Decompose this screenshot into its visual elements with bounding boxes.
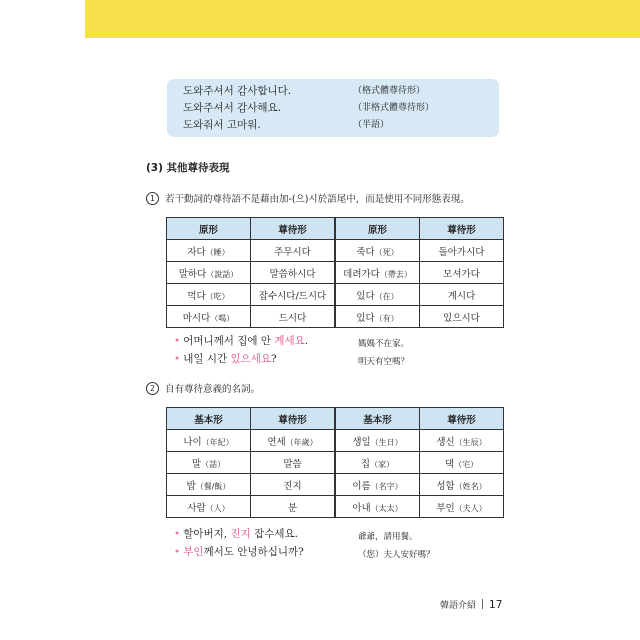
example-sentence: • 할아버지, 진지 잡수세요. — [174, 528, 298, 540]
table-row — [167, 496, 504, 518]
table-cell: 돌아가시다 — [420, 240, 504, 262]
page-number: 17 — [489, 599, 503, 611]
korean-sentence: 도와줘서 고마워. — [183, 119, 261, 131]
table-cell: 모셔가다 — [420, 262, 504, 284]
table-cell: 먹다（吃） — [167, 284, 251, 306]
table-cell: 진지 — [251, 474, 336, 496]
example-sentence: • 어머니께서 집에 안 계세요. — [174, 335, 309, 347]
table-row — [167, 284, 504, 306]
table-cell: 드시다 — [251, 306, 336, 328]
table-cell: 댁（宅） — [420, 452, 504, 474]
table-row — [167, 240, 504, 262]
example-translation: （您）夫人安好嗎？ — [358, 550, 435, 560]
column-header: 尊待形 — [251, 218, 336, 240]
table-row — [167, 430, 504, 452]
example-sentence: • 부인께서도 안녕하십니까? — [174, 546, 304, 558]
korean-sentence: 도와주셔서 감사해요. — [183, 102, 281, 114]
column-header: 尊待形 — [420, 408, 504, 430]
footer-divider — [482, 599, 483, 609]
table-row — [167, 452, 504, 474]
table-row — [167, 306, 504, 328]
example-translation: 明天有空嗎？ — [358, 357, 410, 367]
chapter-label: 韓語介紹 — [440, 601, 477, 611]
table-cell: 부인（夫人） — [420, 496, 504, 518]
korean-sentence: 도와주셔서 감사합니다. — [183, 85, 292, 97]
table-cell: 말（話） — [167, 452, 251, 474]
column-header: 原形 — [167, 218, 251, 240]
table-cell: 나이（年紀） — [167, 430, 251, 452]
table-cell: 밥（餐/飯） — [167, 474, 251, 496]
table-cell: 성함（姓名） — [420, 474, 504, 496]
table-cell: 말씀 — [251, 452, 336, 474]
table-cell: 있다（有） — [335, 306, 420, 328]
table-header-row — [167, 218, 504, 240]
example-sentence: • 내일 시간 있으세요? — [174, 353, 277, 365]
table-cell: 마시다（喝） — [167, 306, 251, 328]
circled-number: 1 — [146, 192, 159, 205]
bullet-icon: • — [174, 353, 181, 365]
table-cell: 잡수시다/드시다 — [251, 284, 336, 306]
bullet-icon: • — [174, 335, 181, 347]
page-footer — [440, 598, 502, 611]
table-cell: 생일（生日） — [335, 430, 420, 452]
table-cell: 사람（人） — [167, 496, 251, 518]
speech-level-label: （非格式體尊待形） — [353, 103, 435, 113]
table-cell: 아내（太太） — [335, 496, 420, 518]
table-cell: 집（家） — [335, 452, 420, 474]
table-cell: 계시다 — [420, 284, 504, 306]
table-cell: 있다（在） — [335, 284, 420, 306]
table-cell: 말하다（說話） — [167, 262, 251, 284]
table-row — [167, 474, 504, 496]
table-cell: 생신（生辰） — [420, 430, 504, 452]
column-header: 尊待形 — [420, 218, 504, 240]
table-cell: 연세（年歲） — [251, 430, 336, 452]
table-row — [167, 262, 504, 284]
bullet-icon: • — [174, 546, 181, 558]
top-color-bar — [85, 0, 640, 38]
table-cell: 말씀하시다 — [251, 262, 336, 284]
speech-level-label: （半語） — [353, 120, 390, 130]
speech-level-label: （格式體尊待形） — [353, 86, 426, 96]
table-cell: 이름（名字） — [335, 474, 420, 496]
column-header: 尊待形 — [251, 408, 336, 430]
example-translation: 媽媽不在家。 — [358, 339, 410, 349]
note-1 — [146, 191, 470, 205]
bullet-icon: • — [174, 528, 181, 540]
column-header: 原形 — [335, 218, 420, 240]
table-header-row — [167, 408, 504, 430]
table-cell: 있으시다 — [420, 306, 504, 328]
table-cell: 주무시다 — [251, 240, 336, 262]
example-translation: 爺爺，請用餐。 — [358, 532, 418, 542]
table-cell: 죽다（死） — [335, 240, 420, 262]
table-cell: 자다（睡） — [167, 240, 251, 262]
section-title: (3) 其他尊待表現 — [146, 162, 230, 174]
column-header: 基本形 — [335, 408, 420, 430]
honorific-nouns-table — [166, 407, 504, 518]
honorific-verbs-table — [166, 217, 504, 328]
note-text: 自有尊待意義的名詞。 — [165, 384, 261, 395]
column-header: 基本形 — [167, 408, 251, 430]
politeness-levels-box — [167, 79, 499, 137]
table-cell: 데려가다（帶去） — [335, 262, 420, 284]
circled-number: 2 — [146, 382, 159, 395]
table-cell: 분 — [251, 496, 336, 518]
note-2 — [146, 381, 260, 395]
note-text: 若干動詞的尊待語不是藉由加-(으)시於語尾中，而是使用不同形態表現。 — [165, 194, 470, 205]
